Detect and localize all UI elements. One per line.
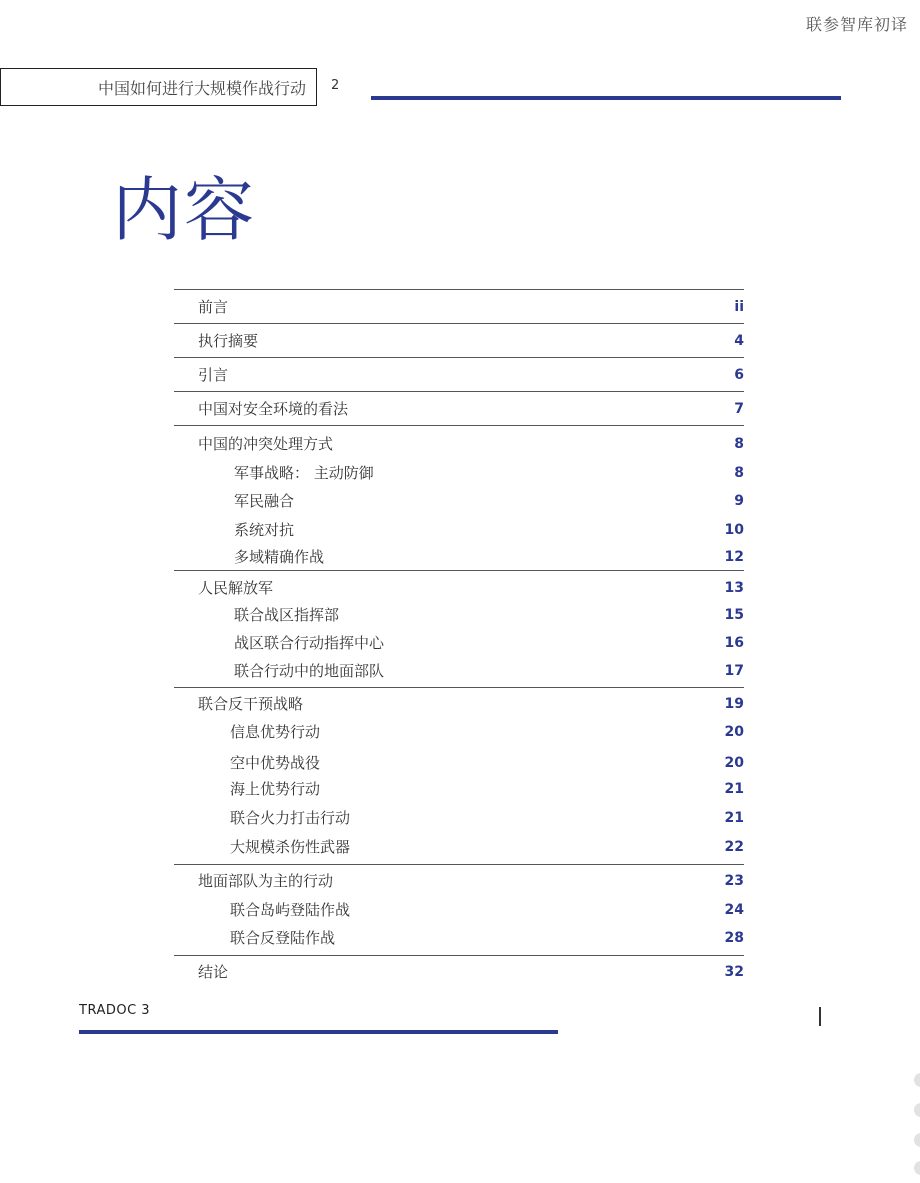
toc-entry[interactable]	[0, 364, 920, 386]
toc-entry-page: 22	[724, 839, 744, 855]
footer-rule	[79, 1030, 558, 1034]
toc-entry-page: 7	[734, 401, 744, 417]
footer-label: TRADOC 3	[79, 1003, 151, 1018]
toc-entry-page: 19	[724, 696, 744, 712]
toc-entry[interactable]	[0, 899, 920, 921]
toc-entry-label: 联合反登陆作战	[230, 929, 336, 947]
toc-entry-label: 中国对安全环境的看法	[198, 400, 349, 418]
running-header-page-number: 2	[331, 78, 340, 93]
toc-entry-page: 21	[724, 810, 744, 826]
toc-entry-page: 6	[734, 367, 744, 383]
toc-entry-label: 战区联合行动指挥中心	[234, 634, 385, 652]
toc-entry[interactable]	[0, 433, 920, 455]
running-header-box	[0, 68, 317, 106]
toc-entry[interactable]	[0, 961, 920, 983]
toc-entry[interactable]	[0, 721, 920, 743]
toc-entry[interactable]	[0, 546, 920, 568]
toc-entry-page: 28	[724, 930, 744, 946]
toc-separator	[174, 357, 744, 358]
toc-entry-page: 9	[734, 493, 744, 509]
toc-entry-page: ii	[734, 299, 744, 315]
toc-entry[interactable]	[0, 927, 920, 949]
toc-entry-page: 8	[734, 465, 744, 481]
toc-entry[interactable]	[0, 604, 920, 626]
toc-entry-page: 23	[724, 873, 744, 889]
toc-entry-label: 海上优势行动	[230, 780, 321, 798]
decorative-dot	[914, 1161, 920, 1175]
running-header-title: 中国如何进行大规模作战行动	[97, 78, 306, 98]
toc-entry[interactable]	[0, 490, 920, 512]
decorative-dot	[914, 1073, 920, 1087]
toc-entry-label: 军民融合	[234, 492, 295, 510]
toc-entry[interactable]	[0, 807, 920, 829]
toc-entry[interactable]	[0, 660, 920, 682]
toc-separator	[174, 955, 744, 956]
toc-entry-page: 8	[734, 436, 744, 452]
toc-separator	[174, 570, 744, 571]
toc-entry-page: 17	[724, 663, 744, 679]
toc-entry-page: 21	[724, 781, 744, 797]
toc-entry-label: 空中优势战役	[230, 754, 321, 772]
toc-separator	[174, 289, 744, 290]
toc-entry-page: 13	[724, 580, 744, 596]
toc-entry-page: 16	[724, 635, 744, 651]
toc-entry[interactable]	[0, 778, 920, 800]
toc-entry-page: 32	[724, 964, 744, 980]
toc-entry-label: 结论	[198, 963, 229, 981]
toc-entry-label: 执行摘要	[198, 332, 259, 350]
toc-separator	[174, 391, 744, 392]
toc-entry[interactable]	[0, 296, 920, 318]
toc-entry[interactable]	[0, 330, 920, 352]
toc-entry-label: 大规模杀伤性武器	[230, 838, 351, 856]
toc-entry-label: 系统对抗	[234, 521, 295, 539]
toc-entry[interactable]	[0, 398, 920, 420]
toc-entry[interactable]	[0, 462, 920, 484]
toc-entry-label: 联合岛屿登陆作战	[230, 901, 351, 919]
toc-entry-label: 联合战区指挥部	[234, 606, 340, 624]
toc-entry[interactable]	[0, 519, 920, 541]
toc-entry[interactable]	[0, 577, 920, 599]
toc-entry-label: 多域精确作战	[234, 548, 325, 566]
toc-entry-label: 地面部队为主的行动	[198, 872, 334, 890]
toc-entry-label: 军事战略： 主动防御	[234, 464, 374, 482]
toc-separator	[174, 687, 744, 688]
toc-entry-label: 联合行动中的地面部队	[234, 662, 385, 680]
toc-entry[interactable]	[0, 693, 920, 715]
toc-entry-label: 前言	[198, 298, 229, 316]
toc-entry-page: 20	[724, 755, 744, 771]
toc-entry[interactable]	[0, 632, 920, 654]
toc-entry-label: 联合反干预战略	[198, 695, 304, 713]
toc-entry-page: 24	[724, 902, 744, 918]
toc-entry-page: 4	[734, 333, 744, 349]
page-title: 内容	[112, 169, 256, 251]
decorative-dot	[914, 1103, 920, 1117]
toc-separator	[174, 425, 744, 426]
watermark-text: 联参智库初译	[805, 15, 908, 34]
toc-entry[interactable]	[0, 836, 920, 858]
toc-separator	[174, 864, 744, 865]
toc-entry[interactable]	[0, 870, 920, 892]
toc-entry-page: 15	[724, 607, 744, 623]
toc-entry-label: 中国的冲突处理方式	[198, 435, 334, 453]
toc-entry-label: 信息优势行动	[230, 723, 321, 741]
decorative-dot	[914, 1133, 920, 1147]
toc-entry-page: 20	[724, 724, 744, 740]
toc-separator	[174, 323, 744, 324]
toc-entry-label: 联合火力打击行动	[230, 809, 351, 827]
toc-entry-label: 引言	[198, 366, 229, 384]
toc-entry-label: 人民解放军	[198, 579, 274, 597]
toc-entry[interactable]	[0, 752, 920, 774]
footer-vertical-bar	[819, 1007, 821, 1026]
header-rule	[371, 96, 841, 100]
toc-entry-page: 12	[724, 549, 744, 565]
toc-entry-page: 10	[724, 522, 744, 538]
